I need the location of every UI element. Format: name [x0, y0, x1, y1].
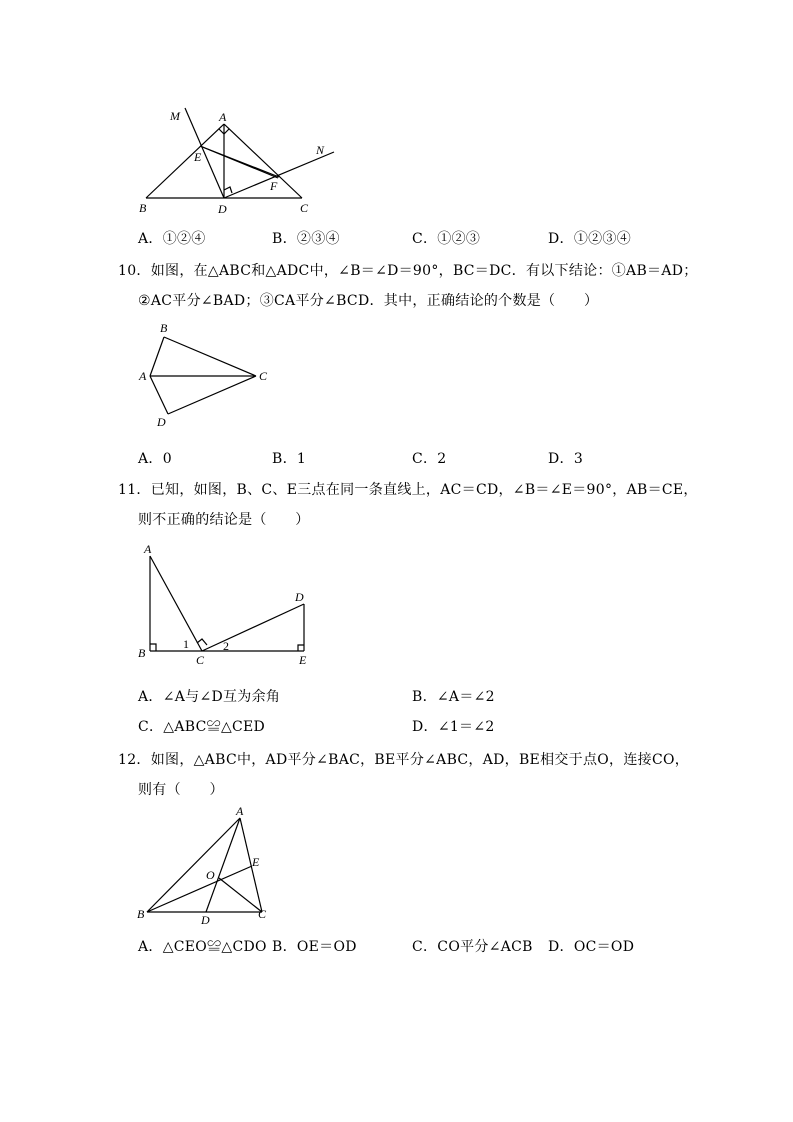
q11-label-b: B [138, 646, 146, 660]
q11-label-d: D [295, 590, 304, 604]
q11-label-2: 2 [223, 639, 229, 653]
q11-option-b[interactable]: B．∠A＝∠2 [412, 689, 495, 705]
q9-label-f: F [270, 179, 278, 193]
q9-label-d: D [218, 202, 227, 216]
q11-stem-line2: 则不正确的结论是（ ） [138, 512, 310, 528]
q9-label-b: B [139, 201, 147, 215]
q10-option-c[interactable]: C．2 [412, 451, 447, 467]
q10-stem-line2: ②AC平分∠BAD；③CA平分∠BCD．其中，正确结论的个数是（ ） [138, 293, 599, 309]
q10-option-d[interactable]: D．3 [548, 451, 584, 467]
q12-option-b[interactable]: B．OE＝OD [272, 939, 357, 955]
q12-label-a: A [236, 804, 244, 818]
q11-label-1: 1 [183, 637, 189, 651]
q11-option-a[interactable]: A．∠A与∠D互为余角 [138, 689, 281, 705]
q11-option-d[interactable]: D．∠1＝∠2 [412, 719, 495, 735]
q9-option-a[interactable]: A．①②④ [138, 231, 206, 247]
q12-label-e: E [252, 855, 260, 869]
q10-label-a: A [139, 369, 147, 383]
q9-label-a: A [219, 110, 227, 124]
q9-label-c: C [300, 201, 309, 215]
q9-label-e: E [194, 150, 202, 164]
q11-label-e: E [299, 653, 307, 667]
q12-label-d: D [201, 913, 210, 927]
q12-option-d[interactable]: D．OC＝OD [548, 939, 635, 955]
q9-option-b[interactable]: B．②③④ [272, 231, 340, 247]
q12-label-b: B [137, 907, 145, 921]
q10-option-b[interactable]: B．1 [272, 451, 307, 467]
q10-option-a[interactable]: A．0 [138, 451, 172, 467]
q12-option-a[interactable]: A．△CEO≌△CDO [138, 939, 267, 955]
q12-label-c: C [258, 907, 267, 921]
q11-label-a: A [144, 542, 152, 556]
q12-option-c[interactable]: C．CO平分∠ACB [412, 939, 533, 955]
q9-option-d[interactable]: D．①②③④ [548, 231, 632, 247]
q9-label-n: N [316, 143, 325, 157]
q12-stem-line2: 则有（ ） [138, 782, 224, 798]
q10-label-d: D [157, 415, 166, 429]
q10-label-c: C [259, 369, 268, 383]
q12-segment-be [147, 866, 252, 912]
q10-label-b: B [160, 321, 168, 335]
q9-option-c[interactable]: C．①②③ [412, 231, 481, 247]
q12-segment-ab [147, 818, 240, 912]
q11-label-c: C [196, 653, 205, 667]
q9-label-m: M [170, 109, 180, 123]
q12-stem-line1: 12．如图，△ABC中，AD平分∠BAC，BE平分∠ABC，AD，BE相交于点O，连接CO， [118, 752, 690, 768]
q12-segment-ad [206, 818, 240, 912]
q11-option-c[interactable]: C．△ABC≌△CED [138, 719, 266, 735]
q12-label-o: O [206, 868, 215, 882]
q11-stem-line1: 11．已知，如图，B、C、E三点在同一条直线上，AC＝CD，∠B＝∠E＝90°，AB＝CE， [118, 482, 698, 498]
q10-stem-line1: 10．如图，在△ABC和△ADC中，∠B＝∠D＝90°，BC＝DC．有以下结论：①AB＝AD； [118, 263, 698, 279]
